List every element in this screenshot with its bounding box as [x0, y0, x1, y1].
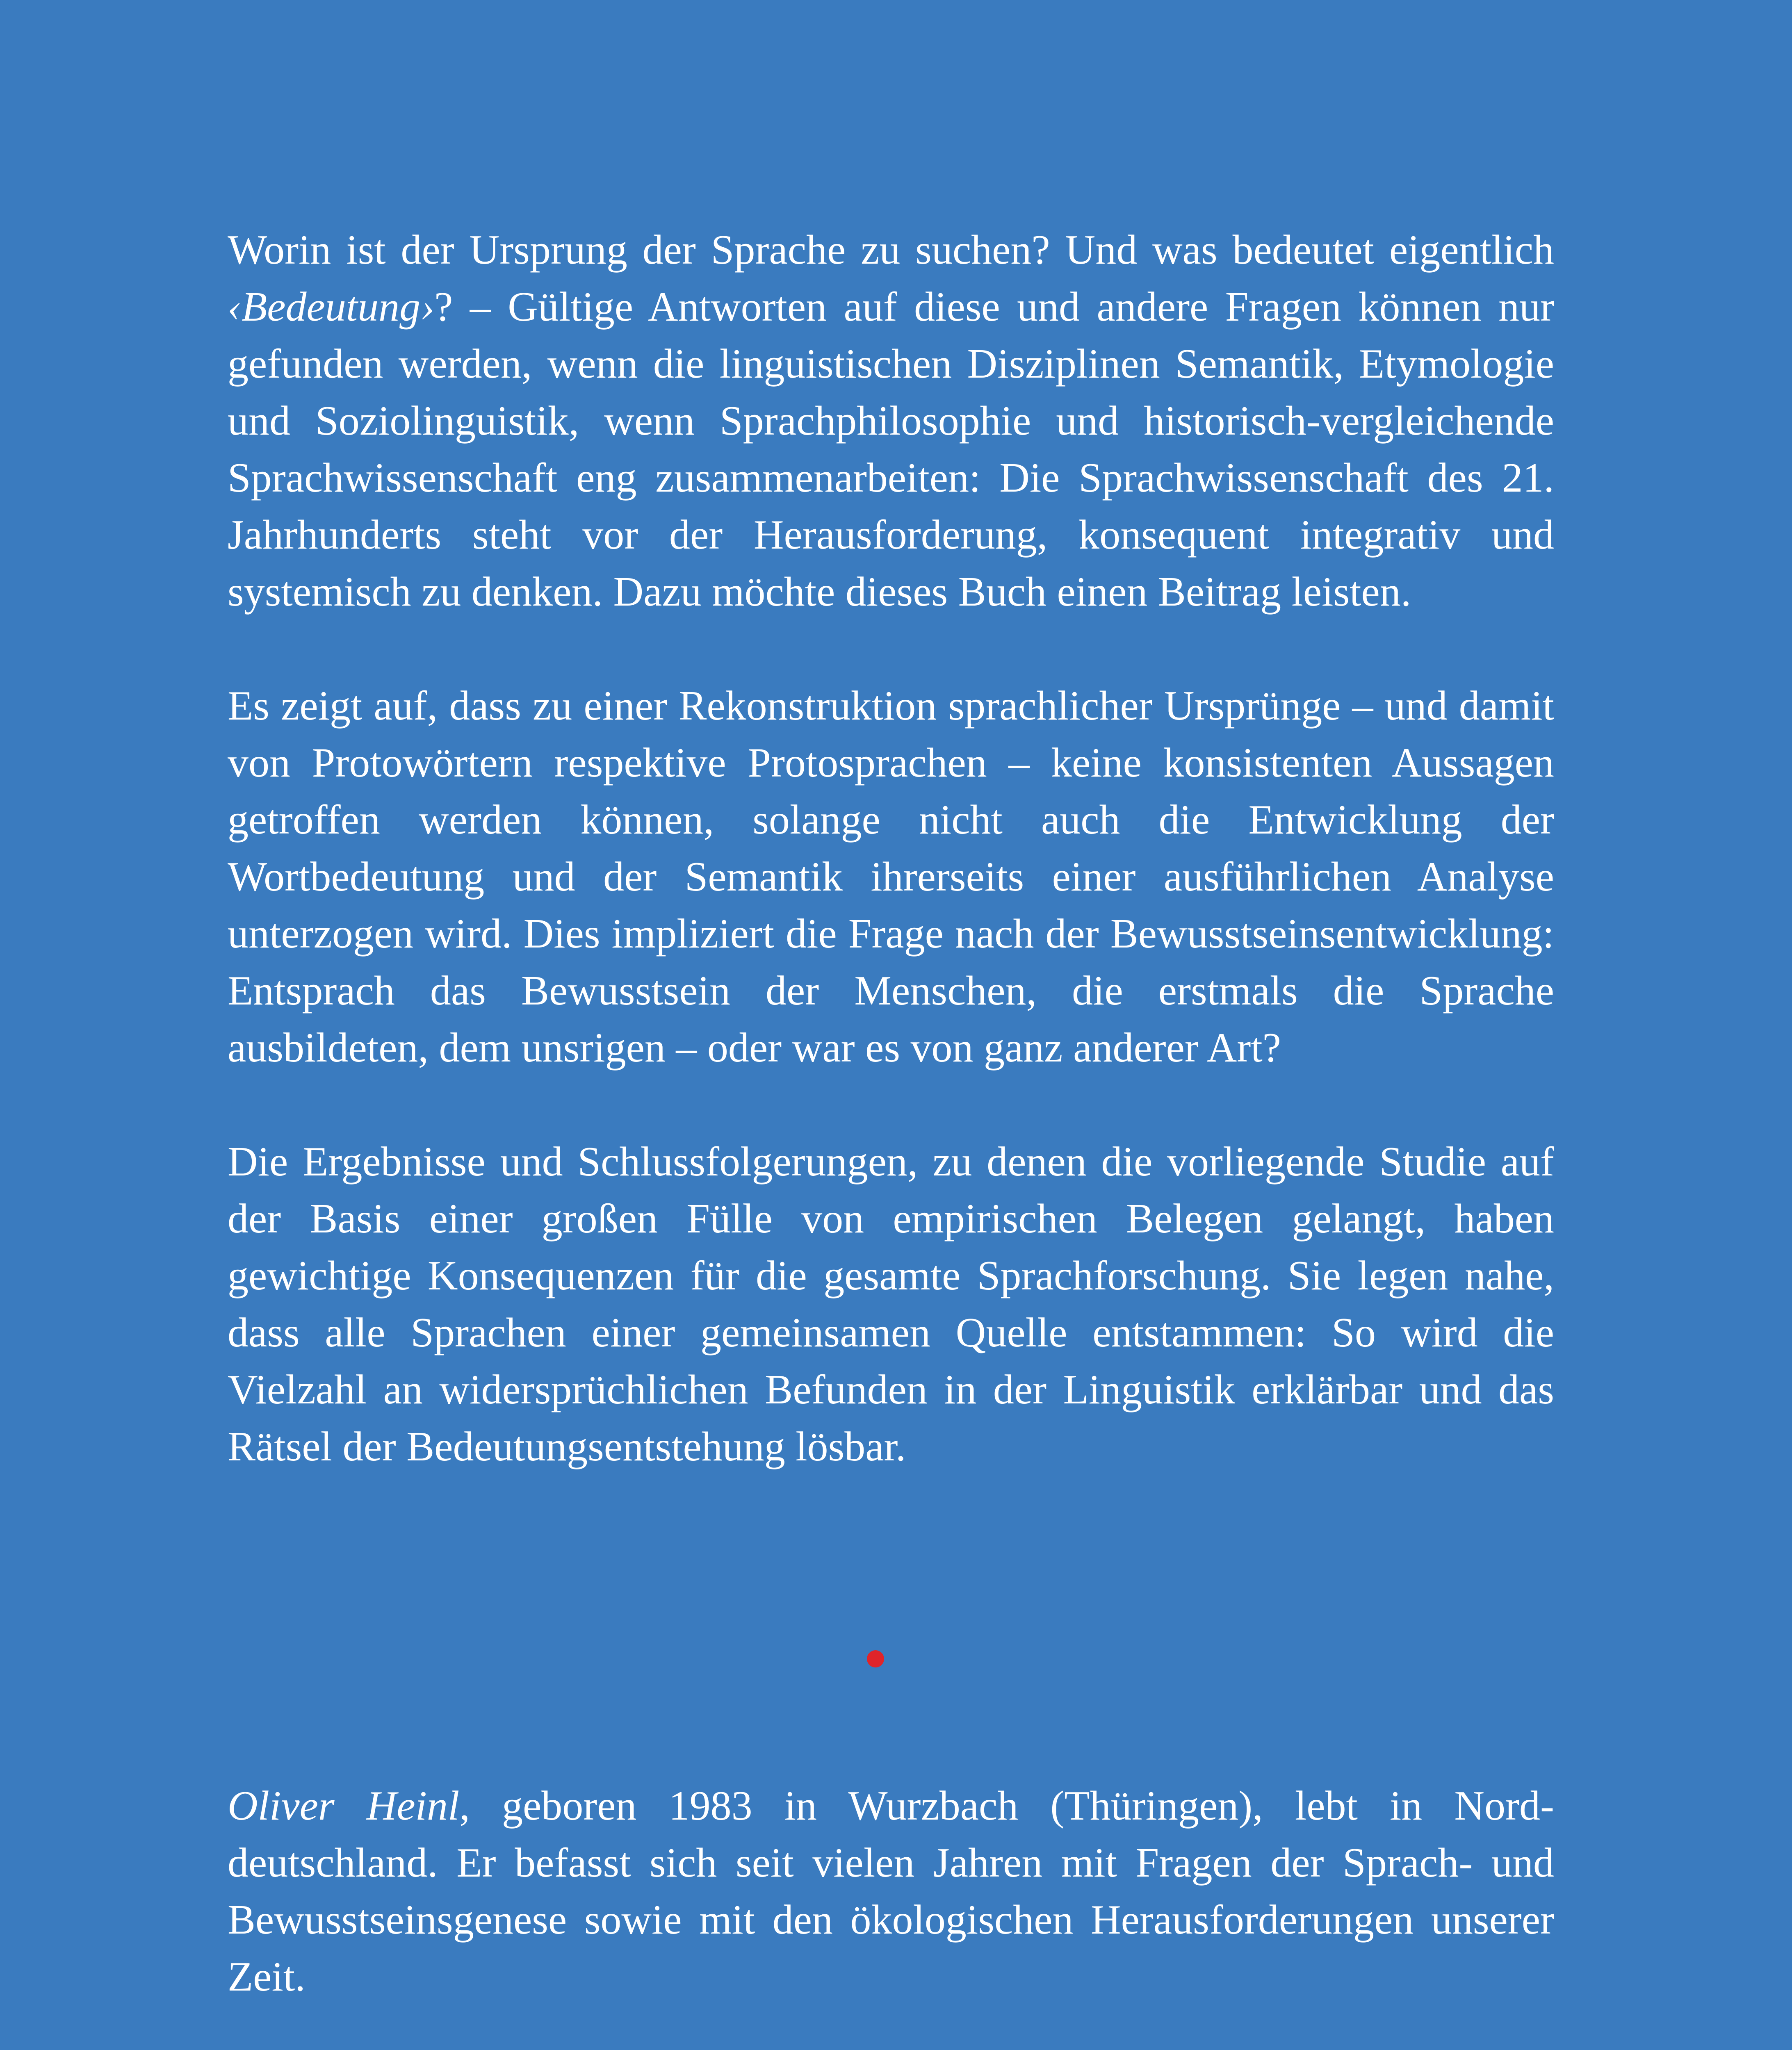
blurb-text: [228, 221, 1554, 1475]
blurb-paragraph-2: Es zeigt auf, dass zu einer Rekonstruktion sprachlicher Ursprünge – und damit von Protowörtern respektive Protosprachen – keine konsistenten Aussagen getroffen werden können, solange nicht auch die Entwicklung der Wortbedeutung und der Semantik ihrerseits einer ausführlichen Analyse unterzogen wird. Dies impliziert die Frage nach der Bewusstseinsentwicklung: Entsprach das Bewusstsein der Menschen, die erstmals die Sprache ausbildeten, dem unsrigen – oder war es von ganz anderer Art?: [228, 683, 1554, 1071]
red-dot-ornament: [867, 1650, 884, 1667]
author-bio: [228, 1777, 1554, 2005]
blurb-paragraph-1-start: Worin ist der Ursprung der Sprache zu suchen? Und was bedeutet eigentlich: [228, 227, 1554, 273]
blurb-paragraph-1: [228, 221, 1554, 620]
author-name: Oliver Heinl: [228, 1783, 460, 1829]
blurb-paragraph-1-end: ? – Gültige Antworten auf diese und andere Fragen können nur gefunden werden, wenn die linguistischen Disziplinen Semantik, Etymologie und Soziolinguistik, wenn Sprachphilosophie und historisch-vergleichende Sprachwissenschaft eng zusammenarbeiten: Die Sprachwissenschaft des 21. Jahrhunderts steht vor der Herausforderung, konsequent integrativ und systemisch zu denken. Dazu möchte dieses Buch einen Beitrag leisten.: [228, 284, 1554, 615]
blurb-paragraph-3: Die Ergebnisse und Schlussfolgerungen, zu denen die vorliegende Studie auf der Basis einer großen Fülle von empirischen Belegen gelangt, haben gewichtige Konsequenzen für die gesamte Sprachforschung. Sie legen nahe, dass alle Sprachen einer gemeinsamen Quelle entstammen: So wird die Vielzahl an widersprüchlichen Befunden in der Linguistik erklärbar und das Rätsel der Bedeutungsentstehung lösbar.: [228, 1139, 1554, 1470]
author-bio-text: , geboren 1983 in Wurzbach (Thüringen), lebt in Norddeutschland. Er befasst sich seit vielen Jahren mit Fragen der Sprach- und Bewusstseinsgenese sowie mit den ökologischen Herausforderungen unserer Zeit.: [228, 1783, 1554, 2000]
blurb-emphasis: ‹Bedeutung›: [228, 284, 435, 330]
